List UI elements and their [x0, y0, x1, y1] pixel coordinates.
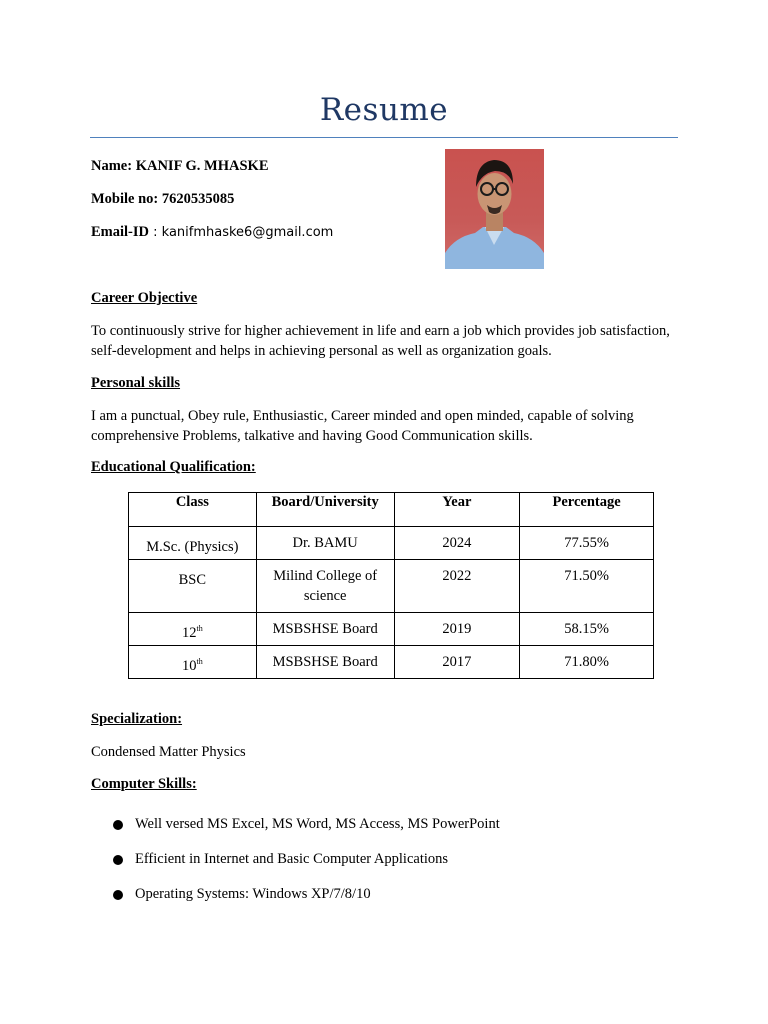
cell-year: 2024: [394, 527, 520, 560]
cell-percentage: 58.15%: [520, 613, 654, 646]
bullet-icon: [113, 890, 123, 900]
list-item-text: Operating Systems: Windows XP/7/8/10: [135, 886, 371, 902]
cell-percentage: 71.80%: [520, 646, 654, 679]
list-item: [113, 886, 371, 903]
education-heading: Educational Qualification:: [91, 459, 256, 475]
career-objective-line: To continuously strive for higher achievement in life and earn a job which provides job satisfaction,: [91, 323, 670, 339]
email-value: kanifmhaske6@gmail.com: [161, 225, 334, 240]
mobile-label: Mobile no:: [91, 191, 159, 207]
cell-class: 12th: [129, 613, 257, 646]
career-objective-text: [91, 321, 681, 361]
email-line: [91, 224, 333, 241]
table-row: [129, 646, 654, 679]
cell-board: MSBSHSE Board: [256, 613, 394, 646]
education-table: [128, 492, 654, 679]
bullet-icon: [113, 855, 123, 865]
table-row: [129, 613, 654, 646]
career-objective-heading: Career Objective: [91, 290, 198, 306]
cell-class: BSC: [129, 560, 257, 613]
specialization-heading: Specialization:: [91, 711, 183, 727]
cell-year: 2017: [394, 646, 520, 679]
email-label: Email-ID: [91, 224, 149, 240]
list-item-text: Efficient in Internet and Basic Computer Applications: [135, 851, 449, 867]
title-divider: [90, 137, 678, 138]
name-line: [91, 158, 269, 175]
personal-skills-heading: Personal skills: [91, 375, 181, 391]
computer-skills-heading: Computer Skills:: [91, 776, 197, 792]
email-separator: :: [149, 225, 162, 240]
specialization-value: Condensed Matter Physics: [91, 744, 246, 760]
resume-title: Resume: [319, 92, 449, 128]
mobile-value: 7620535085: [161, 191, 235, 207]
cell-class: 10th: [129, 646, 257, 679]
cell-board: Dr. BAMU: [256, 527, 394, 560]
cell-year: 2019: [394, 613, 520, 646]
column-header-year: Year: [394, 493, 520, 527]
cell-year: 2022: [394, 560, 520, 613]
personal-skills-text: [91, 406, 681, 446]
career-objective-line: self-development and helps in achieving personal as well as organization goals.: [91, 343, 552, 359]
personal-skills-line: I am a punctual, Obey rule, Enthusiastic, Career minded and open minded, capable of solving: [91, 408, 634, 424]
name-value: KANIF G. MHASKE: [135, 158, 269, 174]
table-row: [129, 560, 654, 613]
cell-percentage: 77.55%: [520, 527, 654, 560]
cell-board: MSBSHSE Board: [256, 646, 394, 679]
column-header-percentage: Percentage: [520, 493, 654, 527]
list-item-text: Well versed MS Excel, MS Word, MS Access, MS PowerPoint: [135, 816, 500, 832]
table-header-row: [129, 493, 654, 527]
column-header-class: Class: [129, 493, 257, 527]
cell-class: M.Sc. (Physics): [129, 527, 257, 560]
list-item: [113, 851, 448, 868]
bullet-icon: [113, 820, 123, 830]
cell-percentage: 71.50%: [520, 560, 654, 613]
cell-board: Milind College of science: [256, 560, 394, 613]
name-label: Name:: [91, 158, 133, 174]
table-row: [129, 527, 654, 560]
column-header-board: Board/University: [256, 493, 394, 527]
profile-photo: [445, 149, 544, 269]
list-item: [113, 816, 500, 833]
personal-skills-line: comprehensive Problems, talkative and having Good Communication skills.: [91, 428, 533, 444]
mobile-line: [91, 191, 234, 208]
